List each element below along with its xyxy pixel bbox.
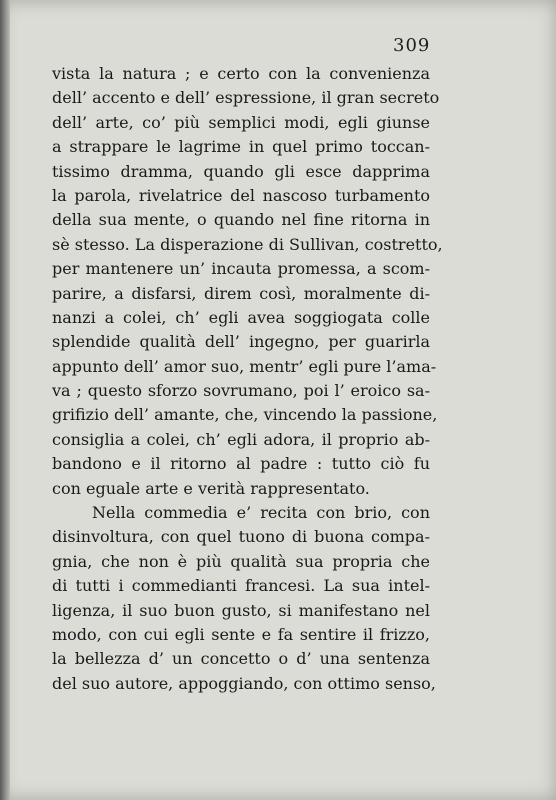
text-line: per mantenere un’ incauta promessa, a scom- [52, 259, 430, 279]
text-line: bandono e il ritorno al padre : tutto ciò fu [52, 454, 430, 474]
text-line: dell’ arte, co’ più semplici modi, egli giunse [52, 112, 430, 132]
text-line: modo, con cui egli sente e fa sentire il frizzo, [52, 624, 430, 644]
text-line: vista la natura ; e certo con la convenienza [52, 64, 430, 83]
text-line: del suo autore, appoggiando, con ottimo senso, [52, 673, 436, 693]
text-line: parire, a disfarsi, direm così, moralmente di- [52, 283, 430, 303]
text-line: grifizio dell’ amante, che, vincendo la passione, [52, 405, 438, 425]
page-gutter-shadow [0, 0, 10, 800]
text-line: disinvoltura, con quel tuono di buona compa- [52, 527, 430, 547]
text-line: di tutti i commedianti francesi. La sua intel- [52, 576, 430, 596]
text-line: della sua mente, o quando nel fine ritorna in [52, 210, 430, 230]
text-line: appunto dell’ amor suo, mentr’ egli pure l’ama- [52, 356, 437, 376]
text-line: consiglia a colei, ch’ egli adora, il proprio ab- [52, 429, 430, 449]
body-text [52, 62, 443, 696]
page-number: 309 [393, 35, 431, 56]
text-line: va ; questo sforzo sovrumano, poi l’ eroico sa- [52, 381, 430, 401]
text-line: la parola, rivelatrice del nascoso turbamento [52, 185, 430, 205]
text-line: ligenza, il suo buon gusto, si manifestano nel [52, 600, 430, 620]
text-line: splendide qualità dell’ ingegno, per guarirla [52, 332, 430, 352]
text-line: sè stesso. La disperazione di Sullivan, costretto, [52, 234, 443, 254]
text-line: gnia, che non è più qualità sua propria che [52, 551, 430, 571]
paragraph-end-line: con eguale arte e verità rappresentato. [52, 478, 370, 498]
text-line: la bellezza d’ un concetto o d’ una sentenza [52, 649, 430, 669]
text-line: dell’ accento e dell’ espressione, il gran secreto [52, 88, 440, 108]
text-line: nanzi a colei, ch’ egli avea soggiogata colle [52, 307, 430, 327]
paragraph-start-line: Nella commedia e’ recita con brio, con [92, 503, 430, 523]
text-line: tissimo dramma, quando gli esce dapprima [52, 161, 430, 181]
text-line: a strappare le lagrime in quel primo toccan- [52, 137, 430, 157]
